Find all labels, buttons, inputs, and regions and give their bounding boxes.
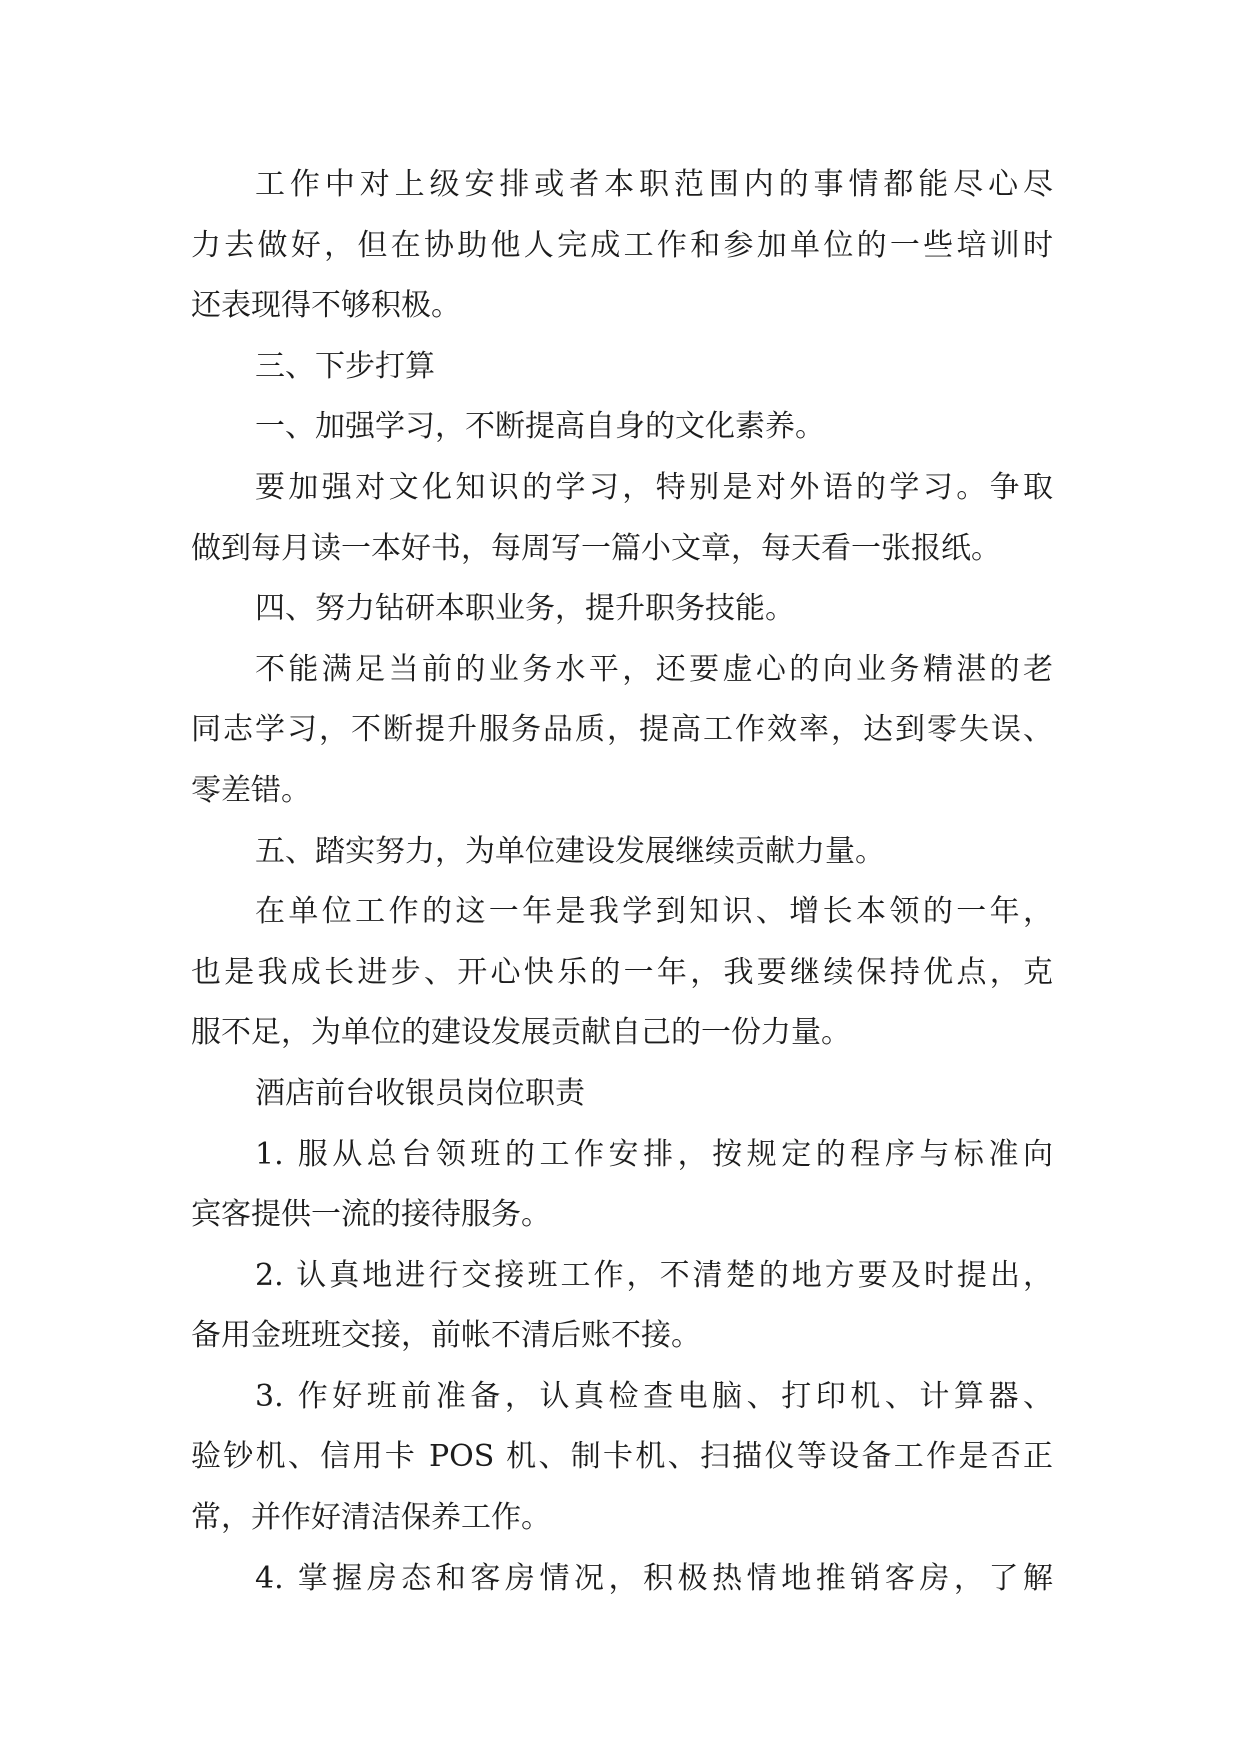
text-line: 一、加强学习，不断提高自身的文化素养。 <box>255 409 825 445</box>
text-line: 力去做好，但在协助他人完成工作和参加单位的一些培训时 <box>191 227 1053 263</box>
text-line: 备用金班班交接，前帐不清后账不接。 <box>191 1318 701 1354</box>
text-line: 服不足，为单位的建设发展贡献自己的一份力量。 <box>191 1015 851 1051</box>
text-line: 在单位工作的这一年是我学到知识、增长本领的一年， <box>255 894 1053 930</box>
text-line: 四、努力钻研本职业务，提升职务技能。 <box>255 591 795 627</box>
text-line: 三、下步打算 <box>255 348 435 384</box>
text-line: 也是我成长进步、开心快乐的一年，我要继续保持优点，克 <box>191 954 1053 990</box>
text-line: 不能满足当前的业务水平，还要虚心的向业务精湛的老 <box>255 651 1053 687</box>
text-line: 3. 作好班前准备，认真检查电脑、打印机、计算器、 <box>255 1378 1053 1414</box>
text-line: 4. 掌握房态和客房情况，积极热情地推销客房，了解 <box>255 1560 1053 1596</box>
text-line: 零差错。 <box>191 772 311 808</box>
text-line: 常，并作好清洁保养工作。 <box>191 1500 551 1536</box>
text-line: 做到每月读一本好书，每周写一篇小文章，每天看一张报纸。 <box>191 530 1001 566</box>
text-line: 要加强对文化知识的学习，特别是对外语的学习。争取 <box>255 469 1053 505</box>
text-line: 2. 认真地进行交接班工作，不清楚的地方要及时提出， <box>255 1257 1053 1293</box>
text-line: 同志学习，不断提升服务品质，提高工作效率，达到零失误、 <box>191 712 1053 748</box>
text-line: 1. 服从总台领班的工作安排，按规定的程序与标准向 <box>255 1136 1053 1172</box>
text-line: 工作中对上级安排或者本职范围内的事情都能尽心尽 <box>255 167 1053 202</box>
text-line: 还表现得不够积极。 <box>191 288 461 324</box>
text-line: 五、踏实努力，为单位建设发展继续贡献力量。 <box>255 833 885 869</box>
text-line: 酒店前台收银员岗位职责 <box>255 1075 585 1111</box>
text-line: 宾客提供一流的接待服务。 <box>191 1197 551 1233</box>
document-body <box>191 155 1053 1609</box>
text-line: 验钞机、信用卡 POS 机、制卡机、扫描仪等设备工作是否正 <box>191 1439 1053 1475</box>
